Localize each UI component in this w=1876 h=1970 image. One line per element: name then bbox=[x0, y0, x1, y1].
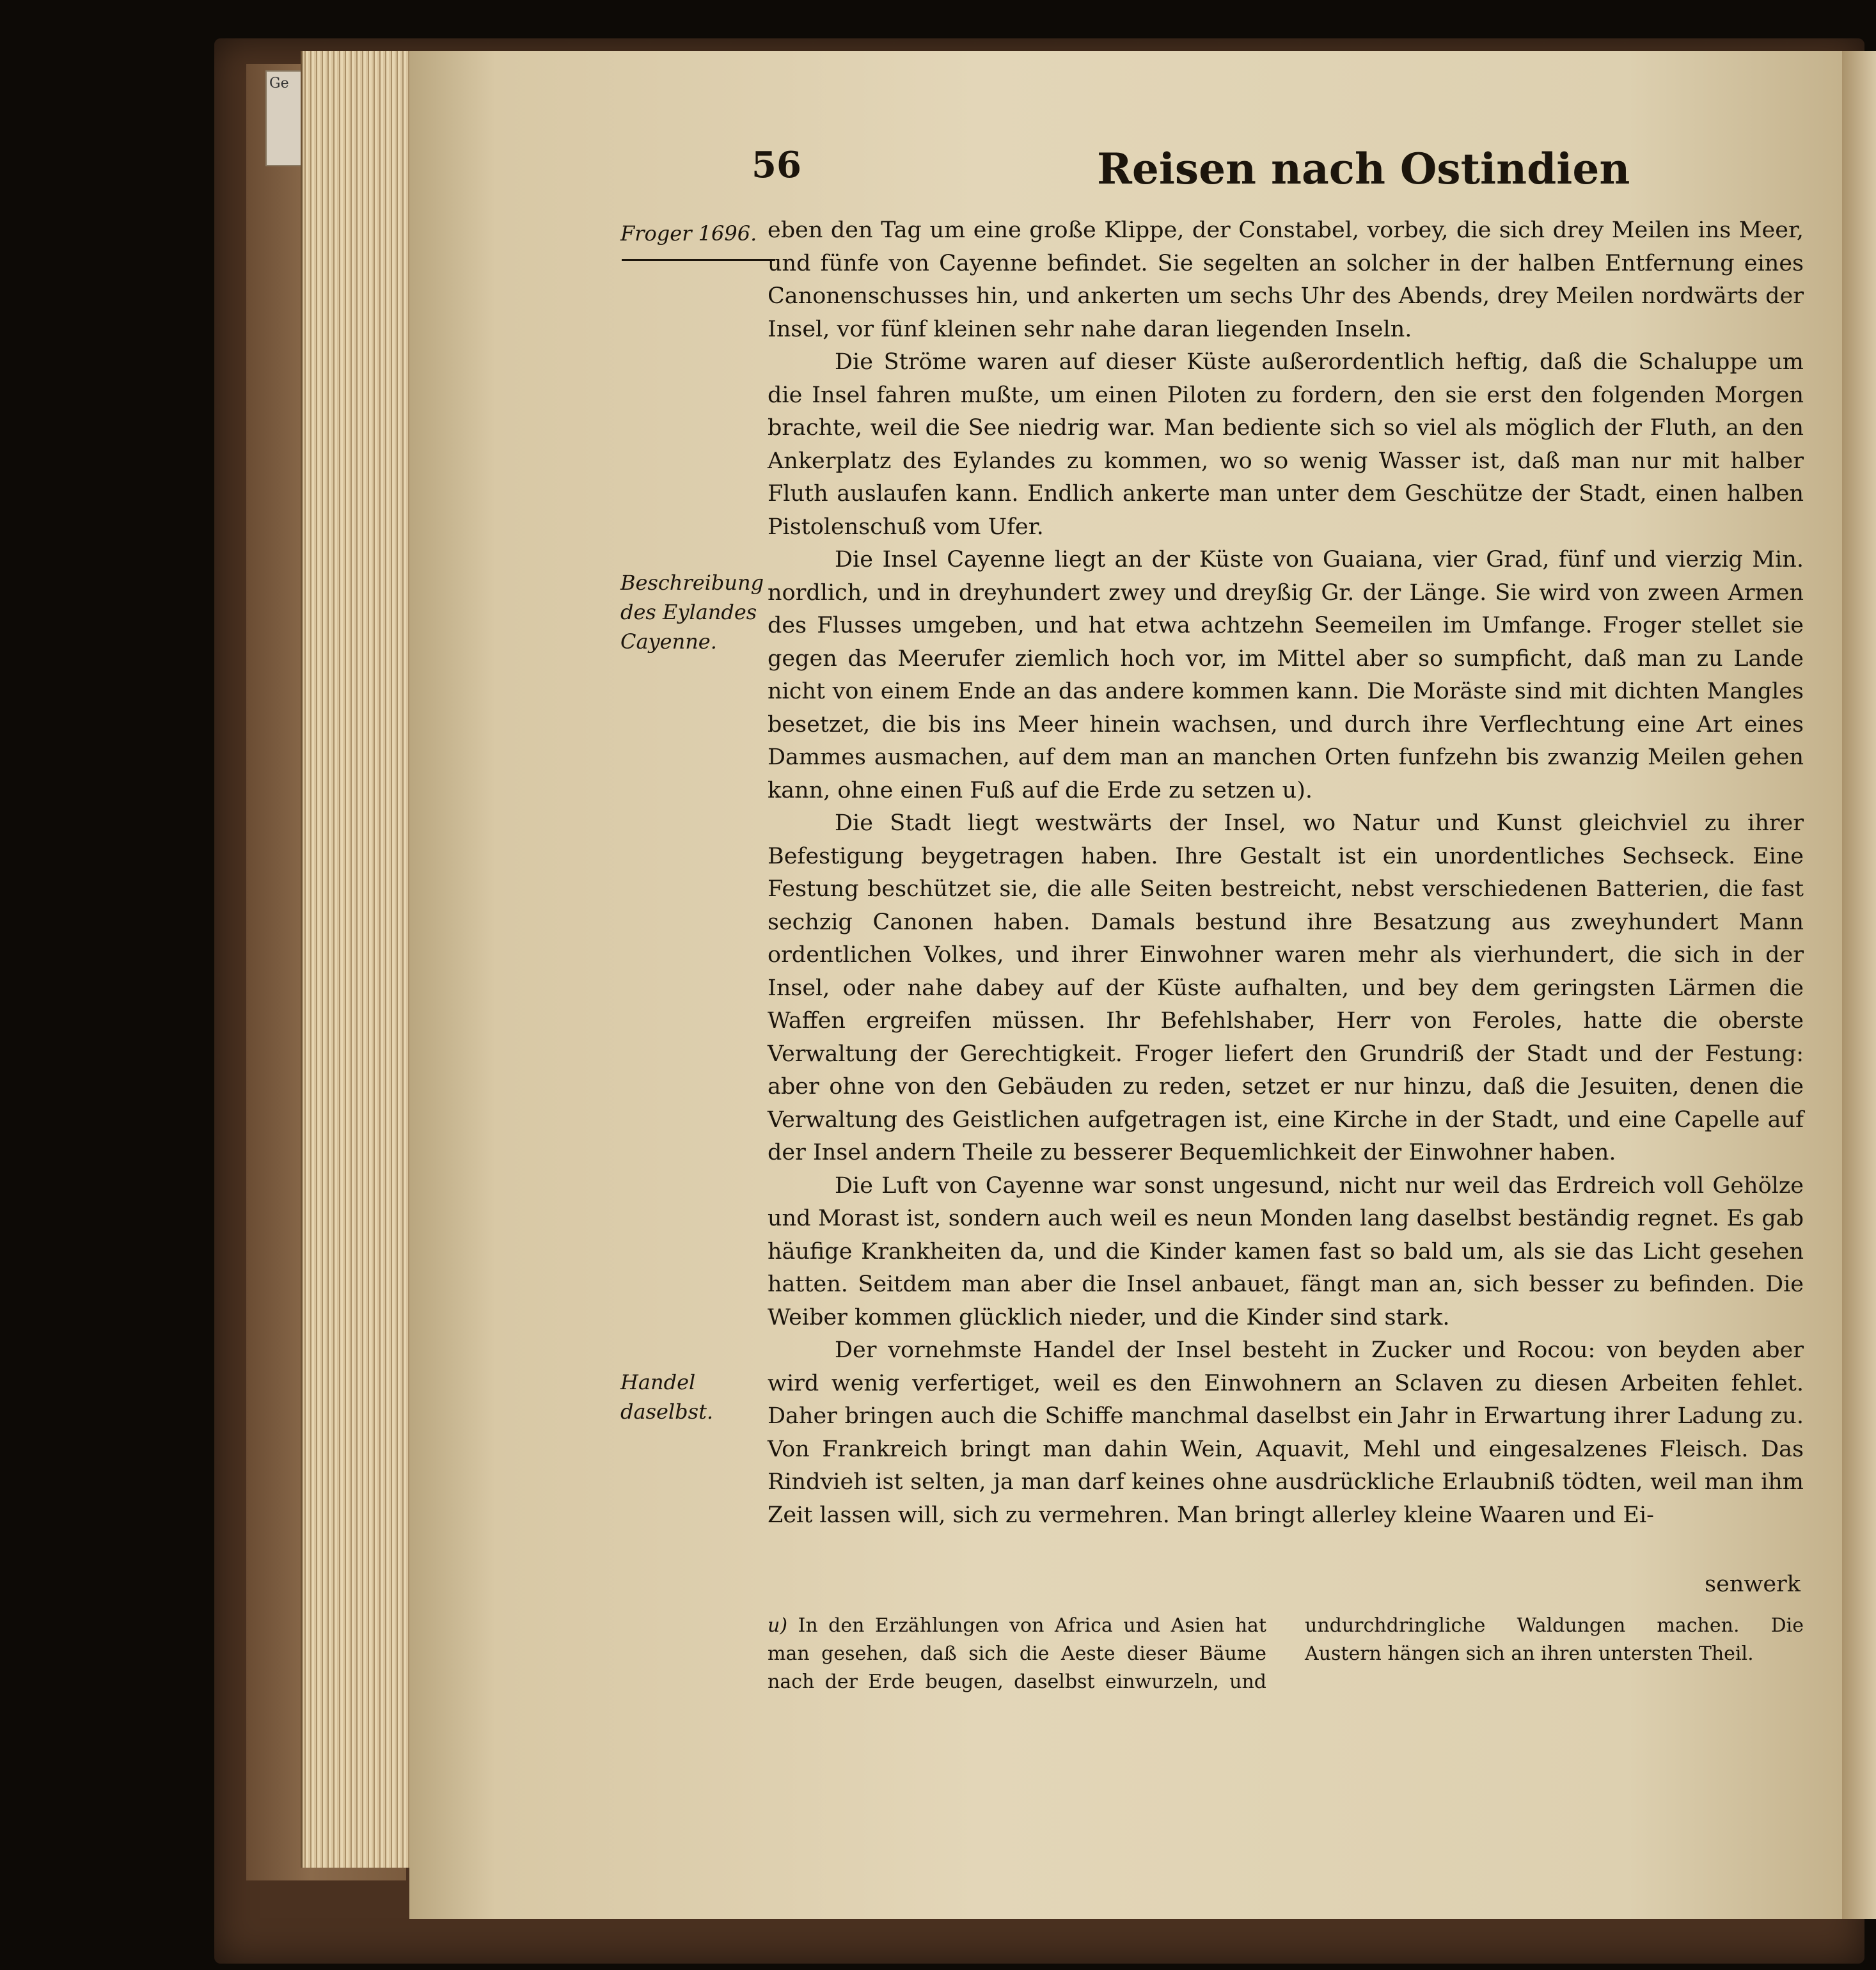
margin-note-froger: Froger 1696. bbox=[620, 221, 757, 246]
paragraph: Die Luft von Cayenne war sonst ungesund, nicht nur weil das Erdreich voll Gehölze und Morast ist, sondern auch weil es neun Monden lang daselbst beständig regnet. Es gab häufige Krankheiten da, und die Kinder kamen fast so bald um, als sie das Licht gesehen hatten. Seitdem man aber die Insel anbauet, fängt man an, sich besser zu befinden. Die Weiber kommen glücklich nieder, und die Kinder sind stark. bbox=[768, 1172, 1804, 1330]
footnote bbox=[768, 1612, 1804, 1696]
facing-page-edge bbox=[1839, 51, 1876, 1919]
book-page bbox=[409, 51, 1842, 1919]
running-title: Reisen nach Ostindien bbox=[1097, 144, 1630, 194]
margin-note-beschreibung: Beschreibung des Eylandes Cayenne. bbox=[620, 571, 764, 654]
paragraph: Die Stadt liegt westwärts der Insel, wo Natur und Kunst gleichviel zu ihrer Befestigung beygetragen haben. Ihre Gestalt ist ein unordentliches Sechseck. Eine Festung beschützet sie, die alle Seiten bestreicht, nebst verschiedenen Batterien, die fast sechzig Canonen haben. Damals bestund ihre Besatzung aus zweyhundert Mann ordentlichen Volkes, und ihrer Einwohner waren mehr als vierhundert, die sich in der Insel, oder nahe dabey auf der Küste aufhalten, und bey dem geringsten Lärmen die Waffen ergreifen müssen. Ihr Befehlshaber, Herr von Feroles, hatte die oberste Verwaltung der Gerechtigkeit. Froger liefert den Grundriß der Stadt und der Festung: aber ohne von den Gebäuden zu reden, setzet er nur hinzu, daß die Jesuiten, denen die Verwaltung des Geistlichen aufgetragen ist, eine Kirche in der Stadt, und eine Capelle auf der Insel andern Theile zu besserer Bequemlichkeit der Einwohner haben. bbox=[768, 810, 1804, 1165]
body-text bbox=[768, 214, 1804, 1532]
paragraph: Der vornehmste Handel der Insel besteht in Zucker und Rocou: von beyden aber wird wenig verfertiget, weil es den Einwohnern an Sclaven zu diesen Arbeiten fehlet. Daher bringen auch die Schiffe manchmal daselbst ein Jahr in Erwartung ihrer Ladung zu. Von Frankreich bringt man dahin Wein, Aquavit, Mehl und eingesalzenes Fleisch. Das Rindvieh ist selten, ja man darf keines ohne ausdrückliche Erlaubniß tödten, weil man ihm Zeit lassen will, sich zu vermehren. Man bringt allerley kleine Waaren und Ei- bbox=[768, 1337, 1804, 1528]
footnote-text bbox=[768, 1612, 1804, 1696]
footnote-mark: u) bbox=[768, 1614, 788, 1637]
paragraph: Die Insel Cayenne liegt an der Küste von Guaiana, vier Grad, fünf und vierzig Min. nordlich, und in dreyhundert zwey und dreyßig Gr. der Länge. Sie wird von zween Armen des Flusses umgeben, und hat etwa achtzehn Seemeilen im Umfange. Froger stellet sie gegen das Meerufer ziemlich hoch vor, im Mittel aber so sumpficht, daß man zu Lande nicht von einem Ende an das andere kommen kann. Die Moräste sind mit dichten Mangles besetzet, die bis ins Meer hinein wachsen, und durch ihre Verflechtung eine Art eines Dammes ausmachen, auf dem man an manchen Orten funfzehn bis zwanzig Meilen gehen kann, ohne einen Fuß auf die Erde zu setzen u). bbox=[768, 547, 1804, 803]
page-header bbox=[409, 144, 1842, 201]
paragraph: eben den Tag um eine große Klippe, der Constabel, vorbey, die sich drey Meilen ins Meer, und fünfe von Cayenne befindet. Sie segelten an solcher in der halben Entfernung eines Canonenschusses hin, und ankerten um sechs Uhr des Abends, drey Meilen nordwärts der Insel, vor fünf kleinen sehr nahe daran liegenden Inseln. bbox=[768, 217, 1804, 342]
footnote-body: In den Erzählungen von Africa und Asien hat man gesehen, daß sich die Aeste dieser Bäume nach der Erde beugen, daselbst einwurzeln, und undurchdringliche Waldungen machen. Die Austern hängen sich an ihren untersten Theil. bbox=[768, 1614, 1804, 1693]
spine-label: Ge bbox=[265, 70, 304, 166]
page-number: 56 bbox=[752, 144, 801, 186]
paragraph: Die Ströme waren auf dieser Küste außerordentlich heftig, daß die Schaluppe um die Insel fahren mußte, um einen Piloten zu fordern, den sie erst den folgenden Morgen brachte, weil die See niedrig war. Man bediente sich so viel als möglich der Fluth, an den Ankerplatz des Eylandes zu kommen, wo so wenig Wasser ist, daß man nur mit halber Fluth auslaufen kann. Endlich ankerte man unter dem Geschütze der Stadt, einen halben Pistolenschuß vom Ufer. bbox=[768, 349, 1804, 540]
margin-note-handel: Handel daselbst. bbox=[620, 1370, 714, 1424]
margin-bracket-rule bbox=[622, 259, 775, 261]
page-edges bbox=[301, 51, 411, 1868]
catchword: senwerk bbox=[1705, 1572, 1801, 1597]
